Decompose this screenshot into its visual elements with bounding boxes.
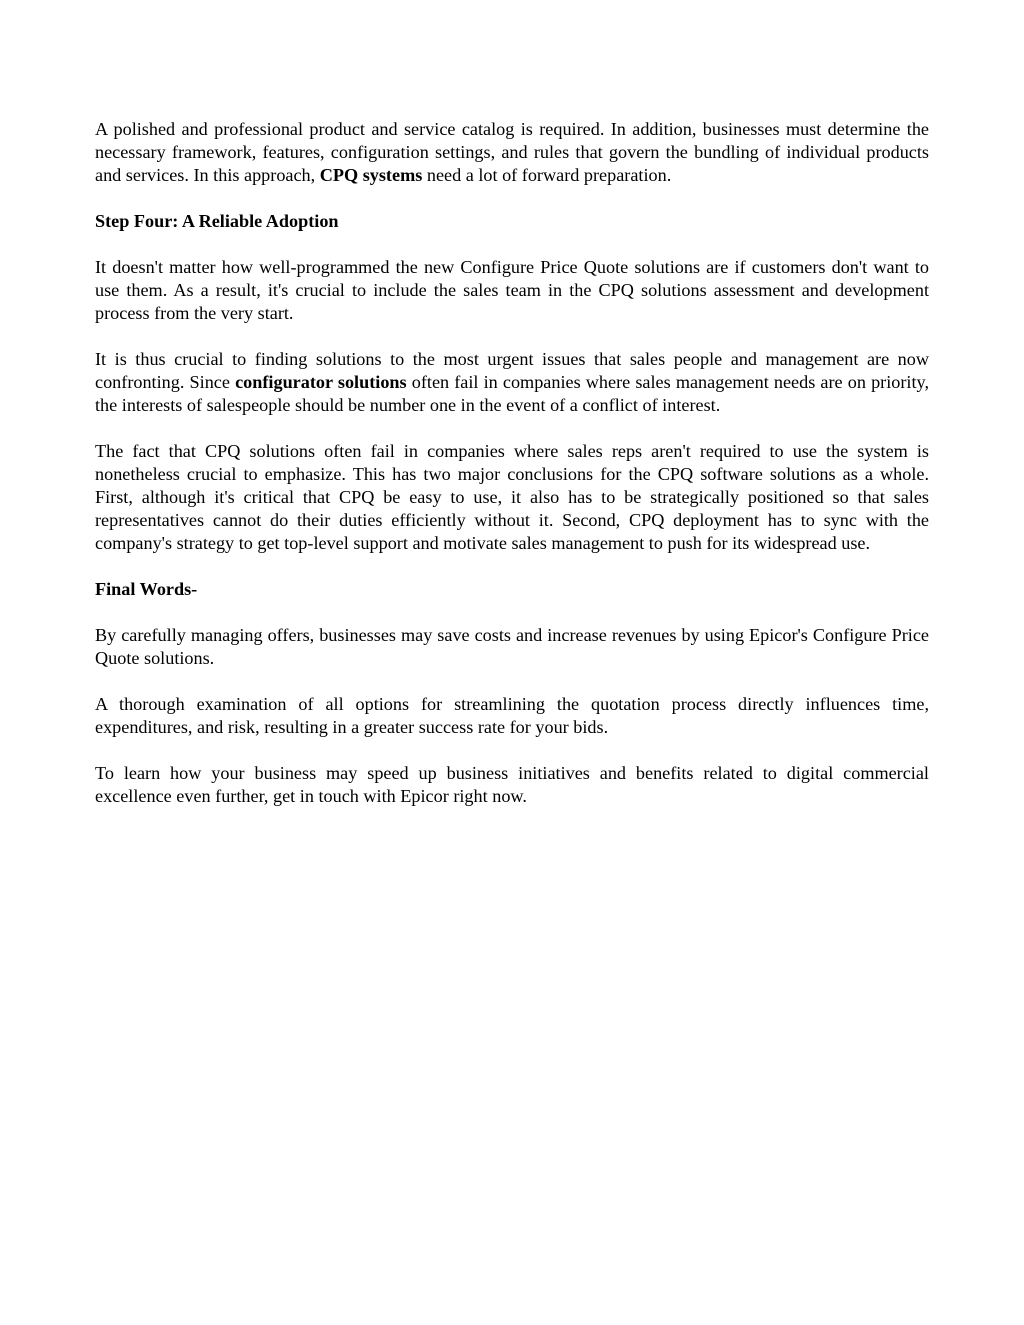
paragraph-adoption: It doesn't matter how well-programmed the new Configure Price Quote solutions are if customers don't want to use them. As a result, it's crucial to include the sales team in the CPQ solutions assessment and development process from the very start.: [95, 257, 929, 323]
paragraph-catalog: [95, 118, 929, 187]
paragraph-catalog-text: A polished and professional product and service catalog is required. In addition, businesses must determine the necessary framework, features, configuration settings, and rules that govern the bundling of individual products and services. In this approach,: [95, 119, 929, 185]
paragraph-contact: To learn how your business may speed up business initiatives and benefits related to digital commercial excellence even further, get in touch with Epicor right now.: [95, 763, 929, 806]
paragraph-examination: A thorough examination of all options for streamlining the quotation process directly influences time, expenditures, and risk, resulting in a greater success rate for your bids.: [95, 694, 929, 737]
heading-step-four: Step Four: A Reliable Adoption: [95, 211, 339, 231]
paragraph-urgent-issues-text: It is thus crucial to finding solutions to the most urgent issues that sales people and management are now confronting. Since: [95, 349, 929, 392]
document-page: [95, 118, 929, 831]
paragraph-urgent-issues-text-end: often fail in companies where sales management needs are on priority, the interests of salespeople should be number one in the event of a conflict of interest.: [95, 372, 929, 415]
paragraph-conclusions: The fact that CPQ solutions often fail in companies where sales reps aren't required to use the system is nonetheless crucial to emphasize. This has two major conclusions for the CPQ software solutions as a whole. First, although it's critical that CPQ be easy to use, it also has to be strategically positioned so that sales representatives cannot do their duties efficiently without it. Second, CPQ deployment has to sync with the company's strategy to get top-level support and motivate sales management to push for its widespread use.: [95, 441, 929, 553]
bold-configurator-solutions: configurator solutions: [235, 372, 407, 392]
paragraph-urgent-issues: [95, 348, 929, 417]
heading-final-words: Final Words-: [95, 579, 198, 599]
paragraph-managing-offers: By carefully managing offers, businesses may save costs and increase revenues by using Epicor's Configure Price Quote solutions.: [95, 625, 929, 668]
bold-cpq-systems: CPQ systems: [319, 165, 423, 185]
paragraph-catalog-text-end: need a lot of forward preparation.: [422, 165, 672, 185]
